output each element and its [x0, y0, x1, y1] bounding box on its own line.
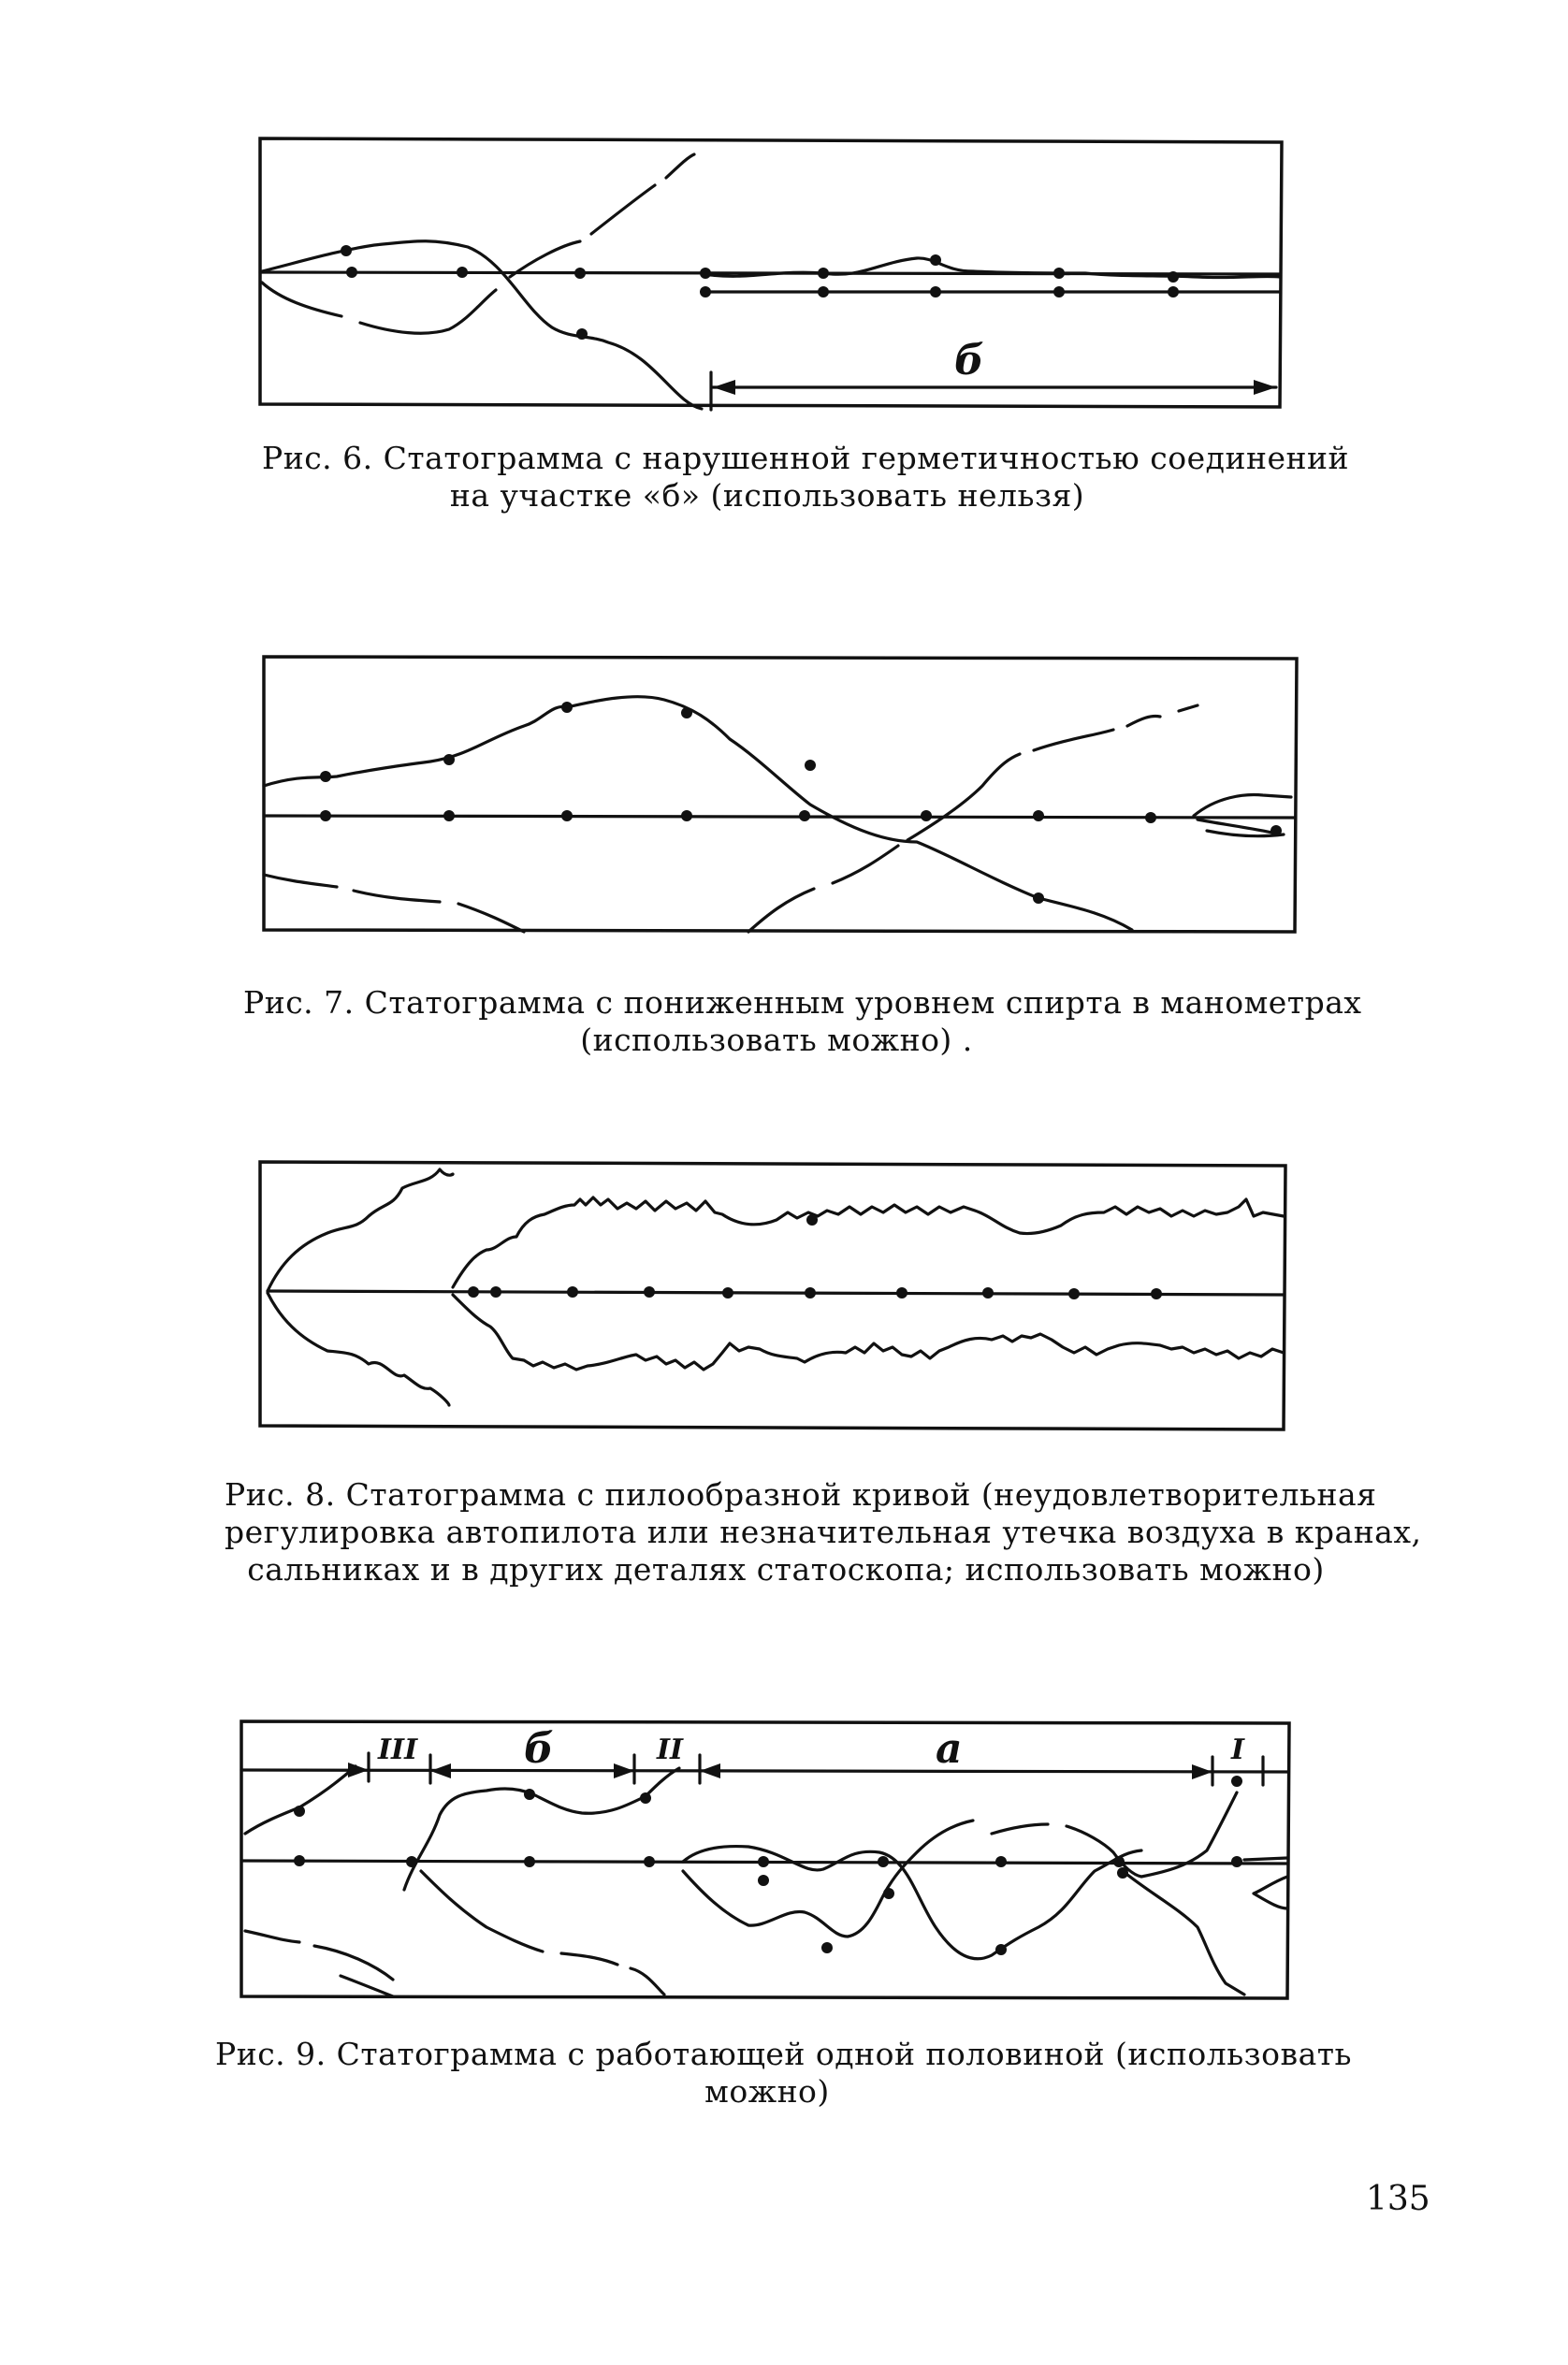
fig6-dot	[341, 245, 352, 256]
fig8-baseline	[268, 1291, 1284, 1295]
fig9-dot	[758, 1856, 769, 1867]
fig8-caption-line1: Рис. 8. Статограмма с пилообразной кривой (неудовлетворительная	[225, 1476, 1377, 1513]
fig9-arrow	[700, 1763, 720, 1778]
fig6-curve-lower-b	[360, 290, 496, 333]
fig7-dot	[681, 707, 692, 718]
fig9-tail-line	[1244, 1858, 1287, 1860]
fig7-caption	[243, 984, 1362, 1059]
fig8-envelope-lower	[453, 1295, 1284, 1370]
fig7-dot	[1033, 810, 1044, 821]
fig9-dot	[1231, 1776, 1242, 1787]
fig9-dot	[878, 1856, 889, 1867]
fig8-dot	[805, 1287, 816, 1299]
fig9-dot	[883, 1888, 894, 1899]
fig9-label-III: III	[378, 1734, 418, 1766]
fig9-dot	[524, 1789, 535, 1800]
fig8-dot	[1151, 1288, 1162, 1299]
fig8-dot	[468, 1286, 479, 1298]
fig7-dot	[1033, 892, 1044, 904]
fig8-fan-left-lower	[268, 1293, 449, 1405]
fig7-curve-low-c	[458, 904, 524, 932]
fig9-dot	[821, 1942, 833, 1953]
fig8-caption-line3: сальниках и в других деталях статоскопа; использовать можно)	[247, 1551, 1325, 1588]
fig6-arrow-right	[1254, 380, 1276, 395]
fig9-dot	[758, 1875, 769, 1886]
fig7-curve-rise-e	[1127, 716, 1160, 726]
fig9-curve-d3	[631, 1968, 664, 1995]
fig9-caption-line2: можно)	[704, 2073, 830, 2110]
fig9-dot	[524, 1856, 535, 1867]
fig9-dot	[995, 1944, 1007, 1955]
fig8-dot	[567, 1286, 578, 1298]
fig9-label-a: a	[936, 1725, 963, 1773]
fig7-baseline	[264, 816, 1295, 818]
fig6-dot	[930, 286, 941, 297]
fig7-dots	[320, 702, 1282, 904]
fig6-curve-lower-a	[262, 283, 341, 316]
fig9-dot	[644, 1856, 655, 1867]
fig9-curve-b3	[341, 1976, 393, 1996]
fig7-curve-rise-b	[833, 846, 898, 883]
fig8-caption-line2: регулировка автопилота или незначительная утечка воздуха в кранах,	[225, 1514, 1422, 1550]
fig6-dot	[700, 268, 711, 279]
fig7-dot	[1145, 812, 1156, 823]
fig7-dot	[799, 810, 810, 821]
fig9-dot	[995, 1856, 1007, 1867]
fig6-dot	[1053, 268, 1065, 279]
fig9-dot	[1117, 1867, 1128, 1879]
fig7-dot	[921, 810, 932, 821]
fig7-dot	[320, 771, 331, 782]
fig6-arrow-left	[713, 380, 735, 395]
fig6-caption	[262, 440, 1349, 515]
fig7-tail-upper	[1194, 795, 1291, 816]
fig6-dot	[1168, 286, 1179, 297]
fig9-curve-a	[245, 1766, 356, 1834]
fig7-curve-rise-f	[1179, 705, 1198, 711]
fig6-dot	[1053, 286, 1065, 297]
fig7-curve-rise-a	[748, 889, 814, 932]
fig8-dot	[490, 1286, 501, 1298]
fig9-label-II: II	[657, 1734, 684, 1766]
fig6-curve-upper	[262, 241, 702, 409]
fig6-dot	[457, 267, 468, 278]
fig9-arrow	[1192, 1764, 1212, 1779]
fig8-dot	[722, 1287, 733, 1299]
fig7-dot	[443, 810, 455, 821]
fig9-dot	[1113, 1856, 1125, 1867]
fig8-dot	[982, 1287, 994, 1299]
fig7-dot	[1270, 825, 1282, 836]
fig8-fan-left-upper	[268, 1169, 453, 1291]
fig9-dot	[294, 1806, 305, 1817]
fig9-braid-5	[1123, 1871, 1244, 1995]
fig9-dot	[1231, 1856, 1242, 1867]
fig9-caption	[215, 2036, 1353, 2111]
fig9-segment-line	[241, 1770, 1287, 1772]
fig7-dot	[561, 702, 573, 713]
fig7-dot	[681, 810, 692, 821]
page-number: 135	[1366, 2180, 1430, 2218]
fig9-dot	[406, 1856, 417, 1867]
fig9-curve-d	[421, 1871, 543, 1951]
fig6-dot	[346, 267, 357, 278]
fig6-dot	[1168, 271, 1179, 283]
fig8-dot	[644, 1286, 655, 1298]
fig7-caption-line1: Рис. 7. Статограмма с пониженным уровнем спирта в манометрах	[243, 984, 1362, 1021]
fig9-dot	[640, 1792, 651, 1804]
fig6-dot	[574, 268, 586, 279]
fig8-envelope-upper	[453, 1197, 1284, 1287]
fig8-dot	[1068, 1288, 1080, 1299]
fig7-dot	[561, 810, 573, 821]
fig7-caption-line2: (использовать можно) .	[580, 1022, 973, 1058]
fig9-arrow	[430, 1763, 451, 1778]
fig7-dot	[320, 810, 331, 821]
fig8-caption	[225, 1476, 1422, 1589]
fig9-arrow	[614, 1763, 634, 1778]
fig6-caption-line1: Рис. 6. Статограмма с нарушенной герметичностью соединений	[262, 440, 1349, 476]
fig8-dot	[896, 1287, 907, 1299]
fig6-dot	[700, 286, 711, 297]
fig6-segment-label: б	[954, 337, 984, 384]
fig8-dot	[806, 1214, 818, 1226]
fig6-dot	[818, 268, 829, 279]
fig7-dot	[805, 760, 816, 771]
fig9-dots	[294, 1776, 1242, 1955]
fig9-curve-d2	[561, 1953, 617, 1965]
fig9-label-b: б	[524, 1725, 554, 1773]
fig7-curve-low-b	[354, 891, 440, 902]
fig7-curve-rise-c	[907, 754, 1020, 840]
fig9-caption-line1: Рис. 9. Статограмма с работающей одной половиной (использовать	[215, 2036, 1353, 2072]
fig6-dot	[818, 286, 829, 297]
fig7-dot	[443, 754, 455, 765]
fig7-curve-rise-d	[1034, 730, 1113, 750]
fig9-curve-b2	[314, 1946, 393, 1980]
fig6-caption-line2: на участке «б» (использовать нельзя)	[449, 477, 1085, 514]
fig7-curve-low-a	[264, 875, 337, 887]
fig6-dot	[930, 254, 941, 266]
fig9-braid-3	[992, 1824, 1048, 1834]
fig6-curve-lower-d	[591, 185, 655, 234]
fig9-label-I: I	[1231, 1734, 1245, 1766]
fig6-curve-lower-e	[666, 154, 694, 178]
fig6-dot	[576, 328, 588, 340]
fig9-curve-b1	[245, 1931, 299, 1942]
fig7-curve-hump	[264, 697, 1132, 930]
fig9-curve-c	[404, 1768, 679, 1890]
fig9-tail	[1254, 1877, 1287, 1908]
fig9-dot	[294, 1855, 305, 1866]
fig7-frame	[264, 657, 1297, 932]
